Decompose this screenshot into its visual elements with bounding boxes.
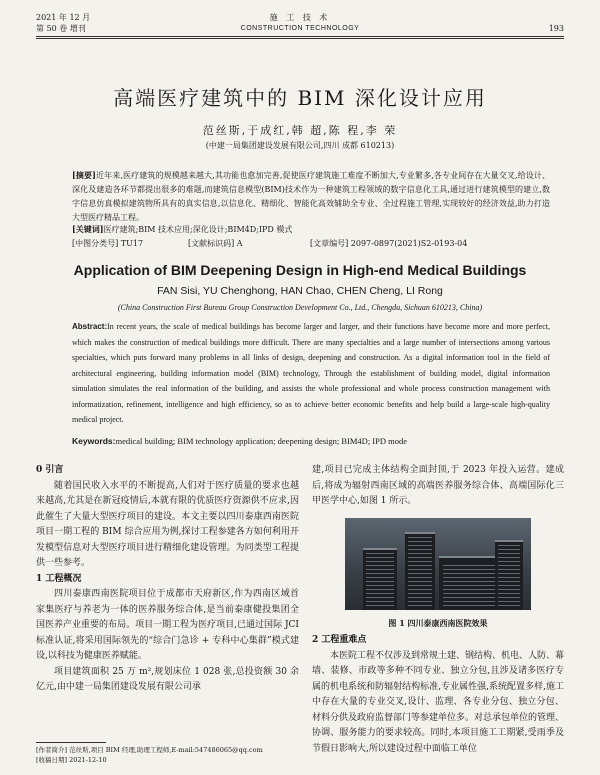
journal-name-en: CONSTRUCTION TECHNOLOGY xyxy=(240,25,360,32)
affiliation-en: (China Construction First Bureau Group Construction Development Co., Ltd., Chengdu, Sichuan 610213, China) xyxy=(117,303,483,312)
volume-label: 第 50 卷 增刊 xyxy=(36,24,86,33)
keywords-cn xyxy=(72,224,292,235)
abstract-cn xyxy=(72,168,550,225)
abstract-en xyxy=(72,319,550,428)
building-windows xyxy=(498,544,520,606)
intro-paragraph: 随着国民收入水平的不断提高,人们对于医疗质量的要求也越来越高,尤其是在新冠疫情后,本就有限的优质医疗资源供不应求,因此催生了大量大型医疗项目的建设。本文主要以四川泰康西南医院项目一期工程的 BIM 综合应用为例,探讨工程参建各方如何利用开发模型信息对大型医疗项目进行精细化建设管理。为同类型工程提供一些参考。 xyxy=(36,480,299,568)
overview-paragraph-cont: 建,项目已完成主体结构全面封顶,于 2023 年投入运营。建成后,将成为辐射西南区域的高端医养服务综合体、高端国际化三甲医学中心,如图 1 所示。 xyxy=(312,465,564,506)
abstract-en-text: In recent years, the scale of medical buildings has become larger and larger, and their functions have become more and more perfect, which makes the construction of medical buildings more difficult. There are many specialties and a large number of intersections among various specialties, which puts forward many problems in all links of design, deepening and construction. As a digital information tool in the field of architectural engineering, building information model (BIM) technology, Through the establishment of building model, digital information simulation simulates the real information of the building, and assists the whole professional and whole process construction management with informatization, refinement, intelligence and high efficiency, so as to achieve better economic benefits and help build a large-scale high-quality medical project. xyxy=(72,322,550,424)
footnote-rule xyxy=(36,742,106,743)
difficulties-paragraph: 本医院工程不仅涉及到常规土建、钢结构、机电、人防、幕墙、装修、市政等多种不同专业、独立分包,且涉及诸多医疗专属的机电系统和防辐射结构标准,专业属性强,系统配置多样,施工中存在大量的专业交叉,设计、监理、各专业分包、独立分包、材料分供及政府监督部门等参建单位多。对总承包单位的管理、协调、服务能力的要求较高。同时,本项目施工工期紧,受雨季及节假日影响大,所以建设过程中面临工单位 xyxy=(312,650,565,754)
title-cn: 高端医疗建筑中的 BIM 深化设计应用 xyxy=(113,86,487,110)
building-windows xyxy=(408,536,432,606)
title-en: Application of BIM Deepening Design in High-end Medical Buildings xyxy=(73,262,527,278)
issue-date: 2021 年 12 月 xyxy=(36,13,91,22)
header-rule-thin xyxy=(36,38,564,39)
affiliation-cn: (中建一局集团建设发展有限公司,四川 成都 610213) xyxy=(205,141,395,150)
keywords-en-label: Keywords: xyxy=(72,436,116,446)
doc-code: [文献标识码] A xyxy=(188,239,243,248)
clc-number: [中图分类号] TU17 xyxy=(72,239,144,248)
abstract-en-label: Abstract: xyxy=(72,322,108,331)
received-date: [收稿日期] 2021-12-10 xyxy=(36,756,107,764)
keywords-cn-label: [关键词] xyxy=(72,224,104,234)
page-number: 193 xyxy=(548,24,564,33)
figure-caption: 图 1 四川泰康西南医院效果 xyxy=(388,617,488,628)
body-column-right xyxy=(312,463,564,757)
keywords-en xyxy=(72,436,407,446)
authors-en: FAN Sisi, YU Chenghong, HAN Chao, CHEN Cheng, LI Rong xyxy=(157,285,443,297)
author-info: [作者简介] 范丝斯,项目 BIM 经理,助理工程师,E-mail:547486065@qq.com xyxy=(36,746,263,754)
footnote xyxy=(36,745,299,765)
keywords-cn-text: 医疗建筑;BIM 技术应用;深化设计;BIM4D;IPD 模式 xyxy=(103,225,293,234)
abstract-cn-text: 近年来,医疗建筑的规模越来越大,其功能也愈加完善,促使医疗建筑施工难度不断加大,专业繁多,各专业间存在大量交叉,给设计、深化及建造各环节都提出很多的难题,而建筑信息模型(BIM)技术作为一种建筑工程领域的数字信息化工具,通过进行建筑模型的建立,数字信息仿真模拟建筑物所具有的真实信息,以信息化、精细化、智能化高效辅助全专业、全过程施工管理,实现较好的经济效益,助力打造大型医疗精品工程。 xyxy=(72,171,550,222)
article-number: [文章编号] 2097-0897(2021)S2-0193-04 xyxy=(310,239,468,248)
section-heading-difficulties: 2 工程重难点 xyxy=(312,635,367,645)
authors-cn: 范丝斯,于成红,韩 超,陈 程,李 荣 xyxy=(202,124,398,137)
header-rule xyxy=(36,36,564,37)
building-windows xyxy=(366,552,394,606)
overview-paragraph-1: 四川泰康西南医院项目位于成都市天府新区,作为西南区域首家集医疗与养老为一体的医养服务综合体,是当前泰康健投集团全国医养产业重要的布局。项目一期工程为医疗项目,已通过国际 JCI 标准认证,将采用国际领先的“综合门急诊 + 专科中心集群”模式建设,以科技为健康医养赋能。 xyxy=(36,589,299,661)
keywords-en-text: medical building; BIM technology application; deepening design; BIM4D; IPD mode xyxy=(115,436,408,446)
overview-paragraph-2: 项目建筑面积 25 万 m²,规划床位 1 028 张,总投资额 30 余亿元,由中建一局集团建设发展有限公司承 xyxy=(36,666,299,692)
body-column-left xyxy=(36,463,299,696)
hospital-rendering-figure xyxy=(345,518,531,610)
section-heading-overview: 1 工程概况 xyxy=(36,573,82,584)
abstract-cn-label: [摘要] xyxy=(72,170,96,180)
section-heading-intro: 0 引言 xyxy=(36,465,64,475)
journal-name-cn: 施 工 技 术 xyxy=(269,13,331,22)
